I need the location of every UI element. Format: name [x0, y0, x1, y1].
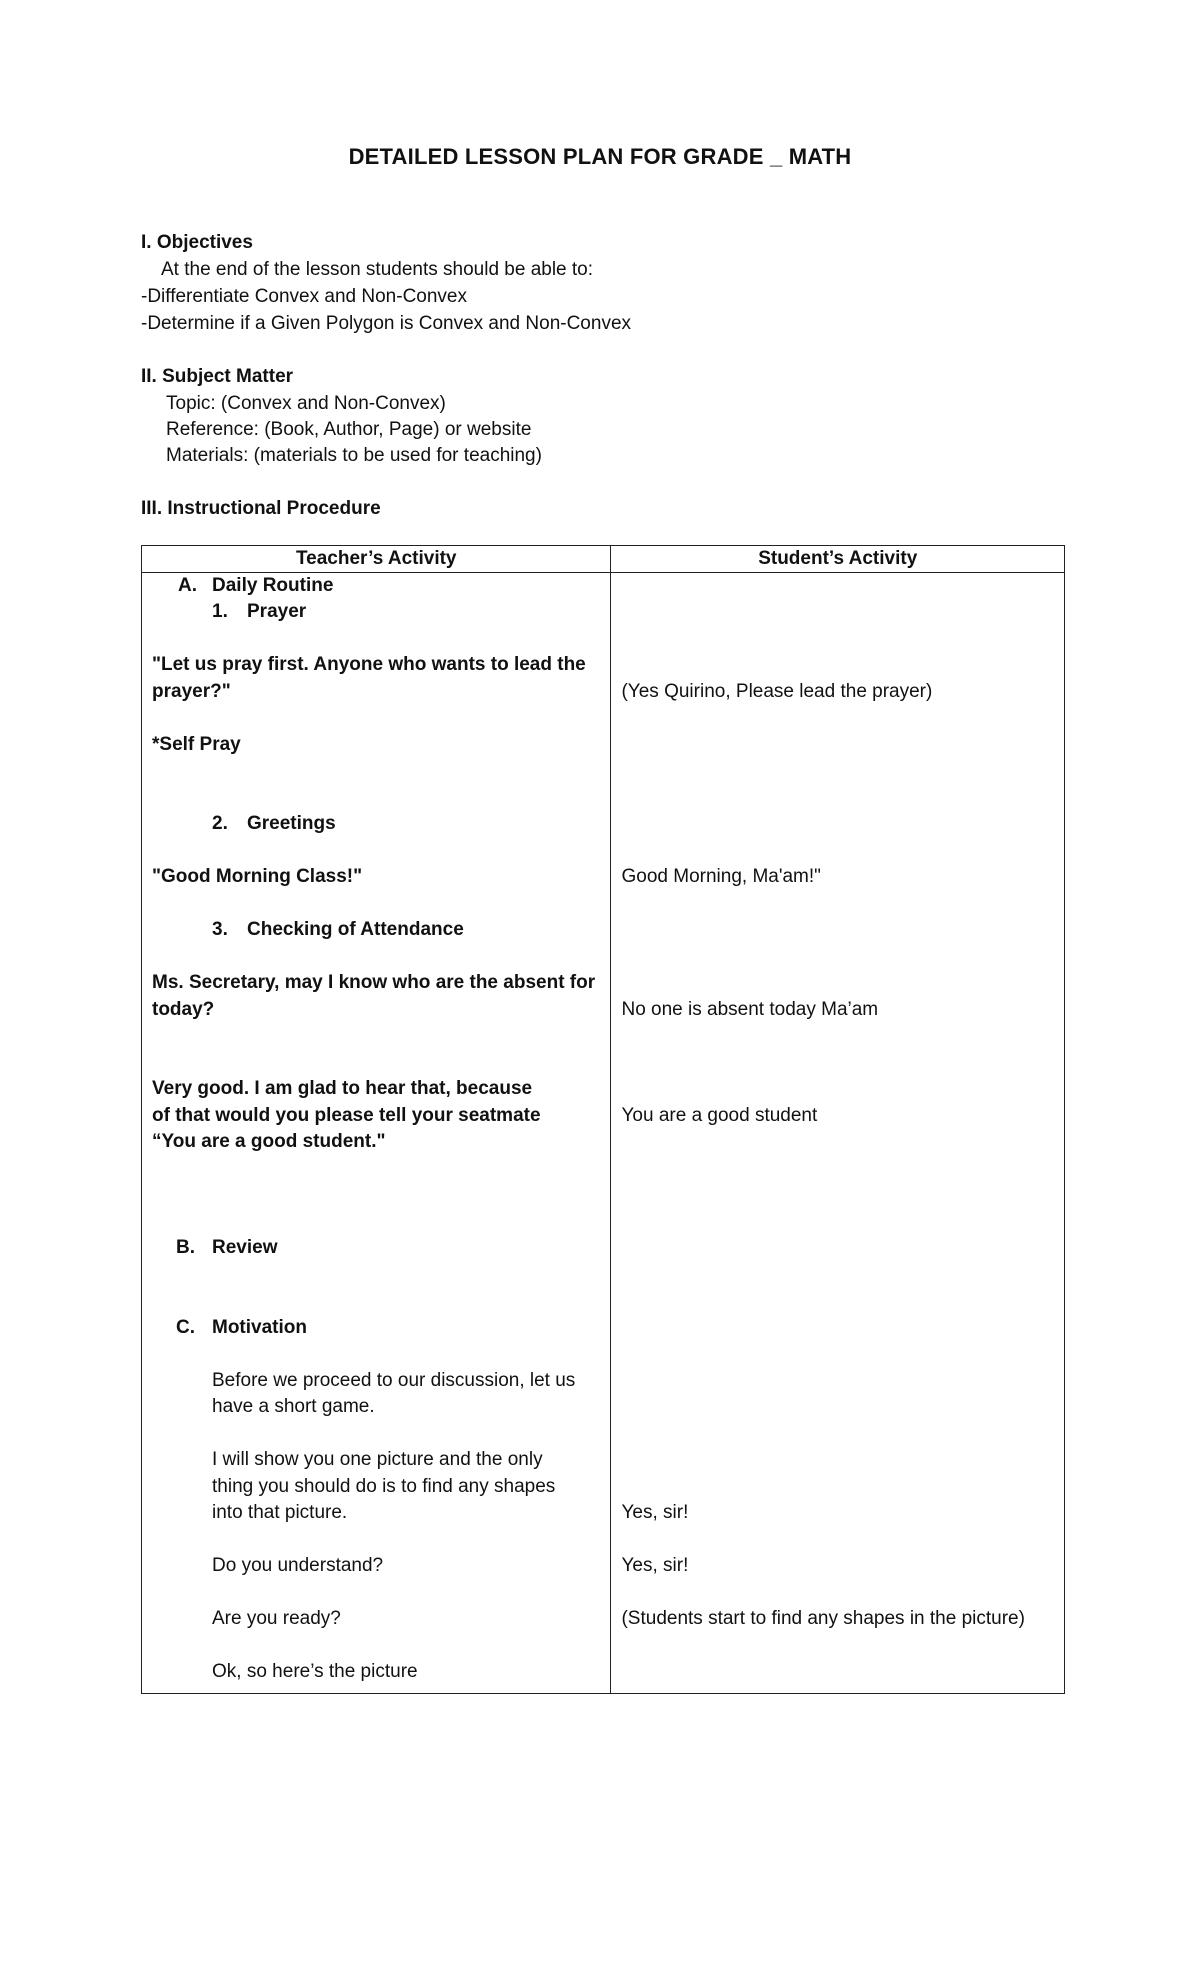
student-activity-header: Student’s Activity	[611, 546, 1065, 573]
objective-item: -Differentiate Convex and Non-Convex	[141, 286, 467, 307]
student-response: Yes, sir!	[621, 1502, 689, 1523]
praise-line-1: Very good. I am glad to hear that, because	[152, 1078, 533, 1099]
item-number: 1.	[212, 601, 228, 622]
student-response: Yes, sir!	[621, 1555, 689, 1576]
activity-table	[141, 545, 1065, 1694]
motivation-line: Are you ready?	[212, 1608, 341, 1629]
objective-item: -Determine if a Given Polygon is Convex and Non-Convex	[141, 313, 632, 334]
motivation-line: Do you understand?	[212, 1555, 384, 1576]
section-letter: C.	[176, 1317, 195, 1338]
attendance-question-cont: today?	[152, 999, 215, 1020]
student-response: No one is absent today Ma’am	[621, 999, 879, 1020]
daily-routine-label: Daily Routine	[212, 575, 334, 596]
procedure-heading: III. Instructional Procedure	[141, 498, 381, 519]
motivation-line: have a short game.	[212, 1396, 375, 1417]
section-letter: B.	[176, 1237, 195, 1258]
prayer-question: "Let us pray first. Anyone who wants to lead the	[152, 654, 586, 675]
item-number: 3.	[212, 919, 228, 940]
attendance-question: Ms. Secretary, may I know who are the absent for	[152, 972, 596, 993]
item-number: 2.	[212, 813, 228, 834]
praise-line-2: of that would you please tell your seatmate	[152, 1105, 541, 1126]
materials-line: Materials: (materials to be used for teaching)	[166, 445, 542, 466]
motivation-line: thing you should do is to find any shapes	[212, 1476, 556, 1497]
prayer-question-cont: prayer?"	[152, 681, 231, 702]
prayer-label: Prayer	[247, 601, 307, 622]
motivation-line: Before we proceed to our discussion, let us	[212, 1370, 576, 1391]
motivation-line: into that picture.	[212, 1502, 348, 1523]
motivation-line: Ok, so here’s the picture	[212, 1661, 418, 1682]
topic-line: Topic: (Convex and Non-Convex)	[166, 393, 446, 414]
objectives-intro: At the end of the lesson students should be able to:	[161, 259, 594, 280]
section-letter: A.	[178, 575, 197, 596]
student-response: (Students start to find any shapes in the picture)	[621, 1608, 1025, 1629]
greeting-line: "Good Morning Class!"	[152, 866, 363, 887]
motivation-label: Motivation	[212, 1317, 307, 1338]
reference-line: Reference: (Book, Author, Page) or website	[166, 419, 532, 440]
objectives-heading: I. Objectives	[141, 232, 253, 253]
subject-matter-heading: II. Subject Matter	[141, 366, 294, 387]
student-response: You are a good student	[621, 1105, 818, 1126]
student-response: (Yes Quirino, Please lead the prayer)	[621, 681, 933, 702]
attendance-label: Checking of Attendance	[247, 919, 464, 940]
student-response: Good Morning, Ma'am!"	[621, 866, 821, 887]
teacher-activity-cell	[142, 573, 611, 1694]
motivation-line: I will show you one picture and the only	[212, 1449, 543, 1470]
review-label: Review	[212, 1237, 278, 1258]
greetings-label: Greetings	[247, 813, 336, 834]
self-pray-note: *Self Pray	[152, 734, 241, 755]
teacher-activity-header: Teacher’s Activity	[142, 546, 611, 573]
student-activity-cell	[611, 573, 1065, 1694]
document-title: DETAILED LESSON PLAN FOR GRADE _ MATH	[348, 144, 852, 169]
praise-line-3: “You are a good student."	[152, 1131, 386, 1152]
